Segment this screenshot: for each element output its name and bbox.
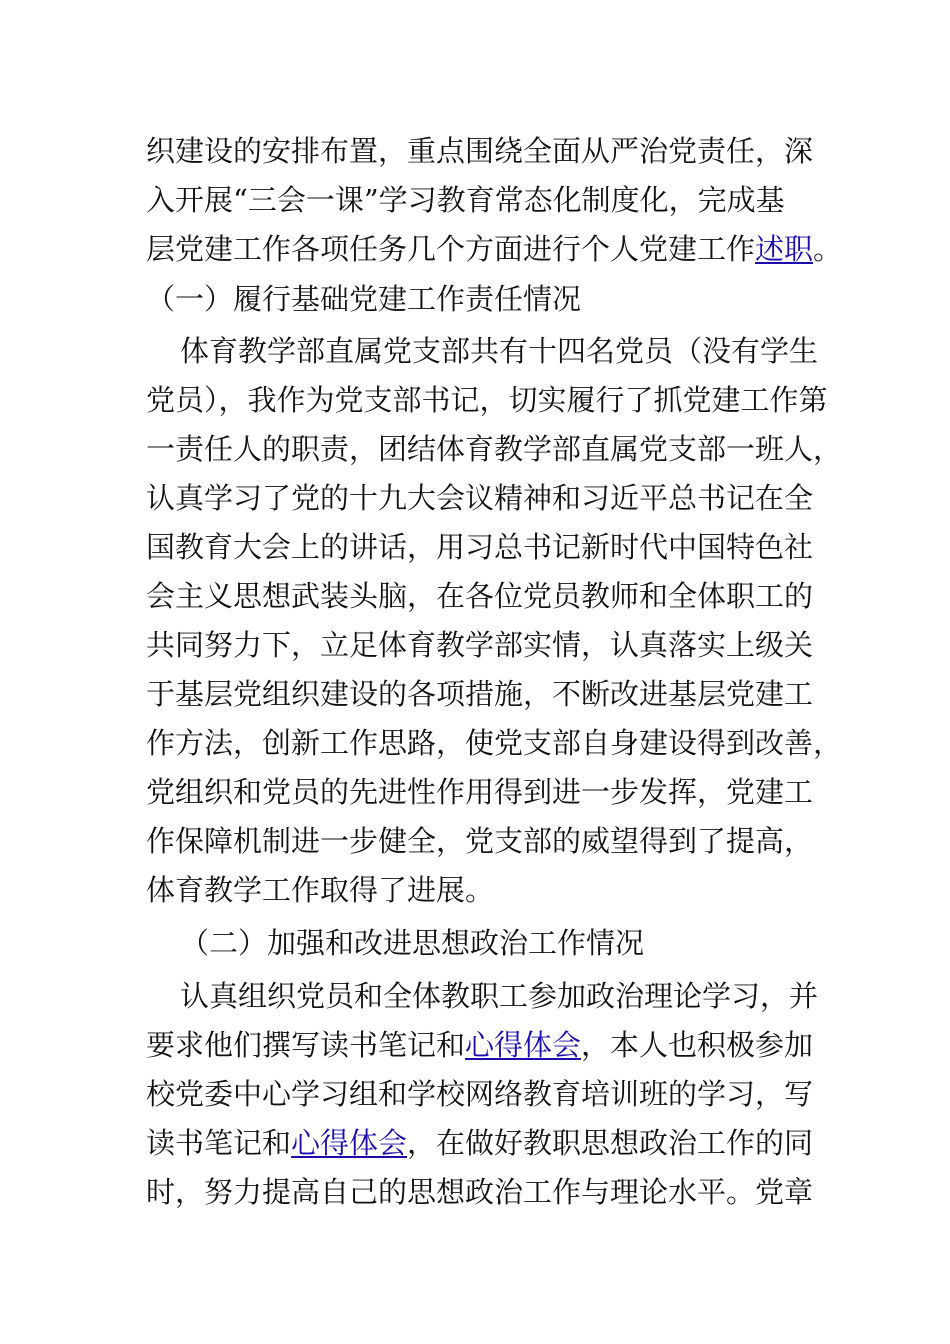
text-segment: 要求他们撰写读书笔记和	[146, 1028, 466, 1062]
text-segment: ，本人也积极参加	[581, 1028, 814, 1062]
text-segment: ，在做好教职思想政治工作的同	[407, 1126, 814, 1160]
text-line	[146, 1027, 813, 1063]
paragraph-first-line: 认真组织党员和全体教职工参加政治理论学习，并	[180, 979, 819, 1013]
text-line: 作保障机制进一步健全，党支部的威望得到了提高，	[146, 824, 814, 858]
text-line	[146, 1125, 813, 1161]
text-line: 体育教学工作取得了进展。	[146, 873, 495, 907]
link-xindetihui[interactable]: 心得体会	[465, 1028, 582, 1062]
link-shuzhi[interactable]: 述职	[755, 232, 814, 266]
text-line: 共同努力下，立足体育教学部实情，认真落实上级关	[146, 628, 814, 662]
link-xindetihui[interactable]: 心得体会	[291, 1126, 408, 1160]
text-line: 党组织和党员的先进性作用得到进一步发挥，党建工	[146, 775, 814, 809]
paragraph-first-line: 体育教学部直属党支部共有十四名党员（没有学生	[180, 334, 819, 368]
text-line: 党员），我作为党支部书记，切实履行了抓党建工作第	[146, 383, 828, 417]
text-segment: 。	[813, 232, 843, 266]
text-line: 会主义思想武装头脑，在各位党员教师和全体职工的	[146, 579, 814, 613]
text-line: 校党委中心学习组和学校网络教育培训班的学习，写	[146, 1077, 814, 1111]
text-line: 一责任人的职责，团结体育教学部直属党支部一班人，	[146, 432, 843, 466]
text-line	[146, 231, 842, 267]
text-line: 作方法，创新工作思路，使党支部自身建设得到改善，	[146, 726, 843, 760]
text-segment: 层党建工作各项任务几个方面进行个人党建工作	[146, 232, 756, 266]
text-line: 织建设的安排布置，重点围绕全面从严治党责任，深	[146, 134, 814, 168]
section-heading-2: （二）加强和改进思想政治工作情况	[180, 926, 645, 960]
text-line: 入开展“三会一课”学习教育常态化制度化，完成基	[146, 183, 785, 217]
text-line: 于基层党组织建设的各项措施，不断改进基层党建工	[146, 677, 814, 711]
text-line: 认真学习了党的十九大会议精神和习近平总书记在全	[146, 481, 814, 515]
text-line: 国教育大会上的讲话，用习总书记新时代中国特色社	[146, 530, 814, 564]
text-line: 时，努力提高自己的思想政治工作与理论水平。党章	[146, 1175, 814, 1209]
text-segment: 读书笔记和	[146, 1126, 292, 1160]
section-heading-1: （一）履行基础党建工作责任情况	[146, 282, 582, 316]
